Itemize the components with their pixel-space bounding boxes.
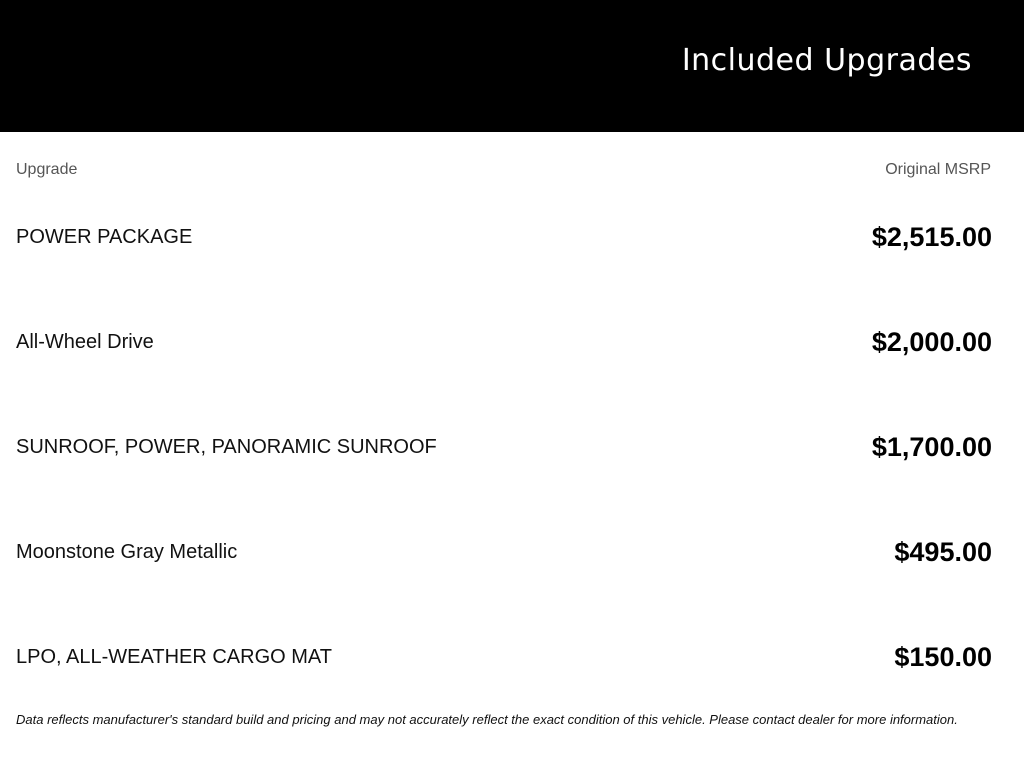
upgrade-name: Moonstone Gray Metallic xyxy=(16,541,238,563)
column-header-upgrade: Upgrade xyxy=(16,161,78,178)
column-header-msrp: Original MSRP xyxy=(885,161,991,178)
upgrades-list xyxy=(16,185,992,710)
upgrade-price: $1,700.00 xyxy=(871,432,992,462)
upgrade-name: POWER PACKAGE xyxy=(16,226,193,248)
upgrade-row xyxy=(16,605,992,710)
upgrade-name: LPO, ALL-WEATHER CARGO MAT xyxy=(16,646,332,668)
header-banner xyxy=(0,0,1024,132)
upgrade-row xyxy=(16,500,992,605)
upgrade-price: $2,515.00 xyxy=(871,222,992,252)
upgrade-name: SUNROOF, POWER, PANORAMIC SUNROOF xyxy=(16,436,437,458)
upgrade-row xyxy=(16,185,992,290)
column-headers xyxy=(16,160,991,180)
upgrade-price: $150.00 xyxy=(894,642,992,672)
upgrade-price: $2,000.00 xyxy=(871,327,992,357)
upgrade-name: All-Wheel Drive xyxy=(16,331,154,353)
upgrade-price: $495.00 xyxy=(894,537,992,567)
upgrade-row xyxy=(16,290,992,395)
upgrade-row xyxy=(16,395,992,500)
page-title: Included Upgrades xyxy=(681,43,972,78)
disclaimer-text: Data reflects manufacturer's standard build and pricing and may not accurately reflect the exact condition of this vehicle. Please contact dealer for more information. xyxy=(16,712,958,727)
